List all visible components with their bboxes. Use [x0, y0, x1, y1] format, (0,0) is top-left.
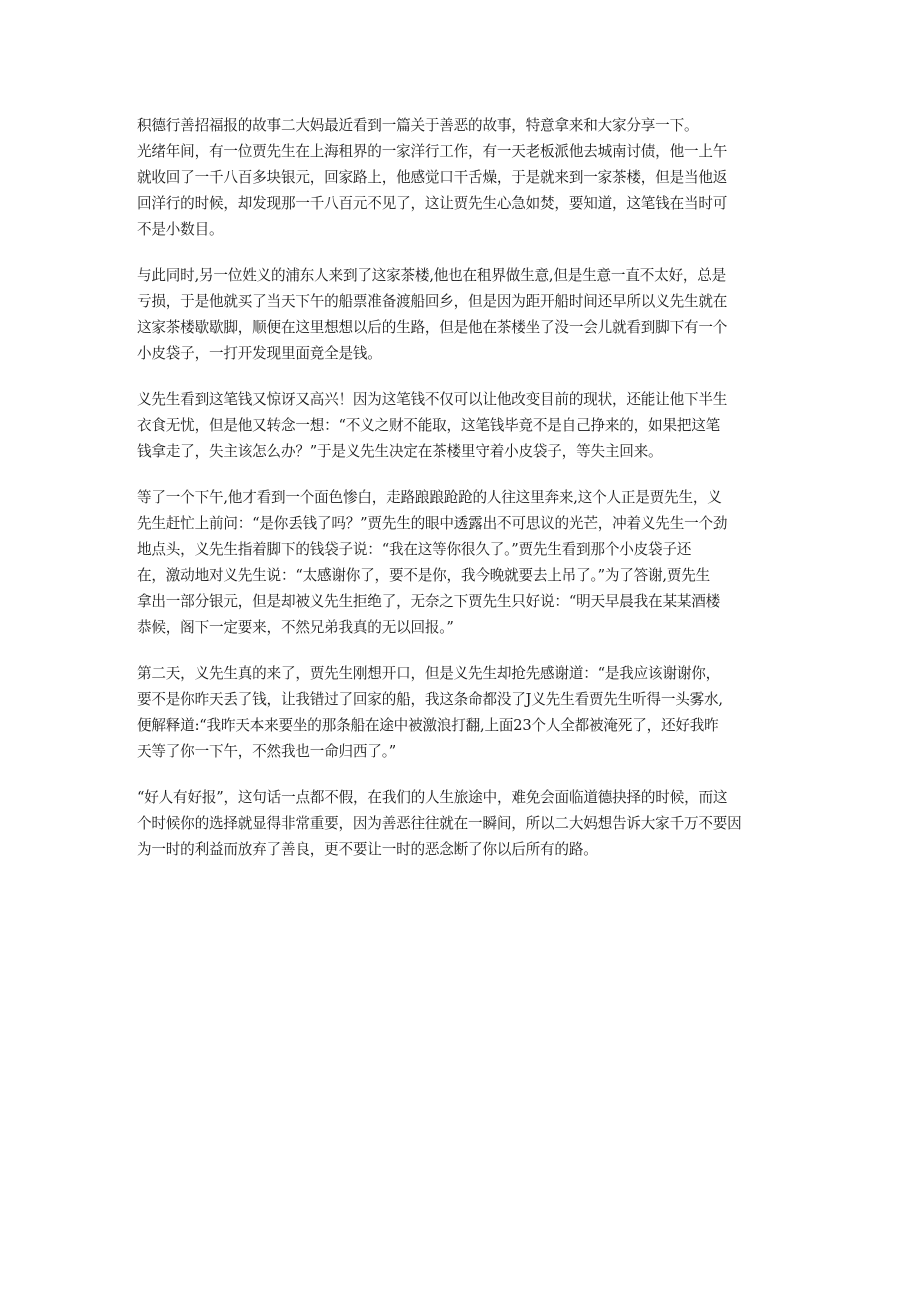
- text-line: 就收回了一千八百多块银元，回家路上，他感觉口干舌燥，于是就来到一家茶楼，但是当他返: [137, 169, 728, 186]
- text-line: 个时候你的选择就显得非常重要，因为善恶往往就在一瞬间，所以二大妈想告诉大家千万不要因: [137, 815, 742, 832]
- text-line: 亏损，于是他就买了当天下午的船票准备渡船回乡，但是因为距开船时间还早所以义先生就在: [137, 293, 728, 310]
- text-line: 便解释道:“我昨天本来要坐的那条船在途中被激浪打翻,上面23个人全都被淹死了，还好我昨: [137, 717, 719, 734]
- text-line: 光绪年间，有一位贾先生在上海租界的一家洋行工作，有一天老板派他去城南讨债，他一上午: [137, 143, 728, 160]
- text-line: 在，激动地对义先生说：“太感谢你了，要不是你，我今晚就要去上吊了。”为了答谢,贾先生: [137, 567, 711, 584]
- document-body: [137, 113, 797, 883]
- text-line: 与此同时,另一位姓义的浦东人来到了这家茶楼,他也在租界做生意,但是生意一直不太好，总是: [137, 267, 727, 284]
- text-line: 这家茶楼歇歇脚，顺便在这里想想以后的生路，但是他在茶楼坐了没一会儿就看到脚下有一个: [137, 319, 728, 336]
- text-line: 地点头，义先生指着脚下的钱袋子说：“我在这等你很久了。”贾先生看到那个小皮袋子还: [137, 541, 692, 558]
- text-line: 钱拿走了，失主该怎么办？”于是义先生决定在茶楼里守着小皮袋子，等失主回来。: [137, 443, 663, 460]
- text-line: 义先生看到这笔钱又惊讶又高兴！因为这笔钱不仅可以让他改变目前的现状，还能让他下半生: [137, 391, 728, 408]
- story-paragraph: [137, 263, 797, 367]
- text-line: 为一时的利益而放弃了善良，更不要让一时的恶念断了你以后所有的路。: [137, 841, 598, 858]
- text-line: 天等了你一下午，不然我也一命归西了。”: [137, 743, 397, 760]
- text-line: 拿出一部分银元，但是却被义先生拒绝了，无奈之下贾先生只好说：“明天早晨我在某某酒楼: [137, 593, 721, 610]
- title-paragraph: [137, 113, 797, 139]
- text-line: 等了一个下午,他才看到一个面色惨白，走路踉踉跄跄的人往这里奔来,这个人正是贾先生，义: [137, 489, 722, 506]
- text-line: 积德行善招福报的故事二大妈最近看到一篇关于善恶的故事，特意拿来和大家分享一下。: [137, 117, 699, 134]
- story-paragraph: [137, 485, 797, 641]
- story-paragraph: [137, 139, 797, 243]
- story-paragraph: [137, 387, 797, 465]
- text-line: 小皮袋子，一打开发现里面竟全是钱。: [137, 345, 382, 362]
- text-line: 先生赶忙上前问：“是你丢钱了吗？”贾先生的眼中透露出不可思议的光芒，冲着义先生一个劲: [137, 515, 728, 532]
- text-line: 恭候，阁下一定要来，不然兄弟我真的无以回报。”: [137, 619, 454, 636]
- text-line: “好人有好报”，这句话一点都不假，在我们的人生旅途中，难免会面临道德抉择的时候，而这: [137, 789, 728, 806]
- story-paragraph: [137, 785, 797, 863]
- story-paragraph: [137, 661, 797, 765]
- text-line: 回洋行的时候，却发现那一千八百元不见了，这让贾先生心急如焚，要知道，这笔钱在当时可: [137, 195, 728, 212]
- text-line: 要不是你昨天丢了钱，让我错过了回家的船，我这条命都没了J义先生看贾先生听得一头雾水,: [137, 691, 723, 708]
- text-line: 第二天，义先生真的来了，贾先生刚想开口，但是义先生却抢先感谢道：“是我应该谢谢你，: [137, 665, 721, 682]
- text-line: 衣食无忧，但是他又转念一想：“不义之财不能取，这笔钱毕竟不是自己挣来的，如果把这笔: [137, 417, 721, 434]
- text-line: 不是小数目。: [137, 221, 224, 238]
